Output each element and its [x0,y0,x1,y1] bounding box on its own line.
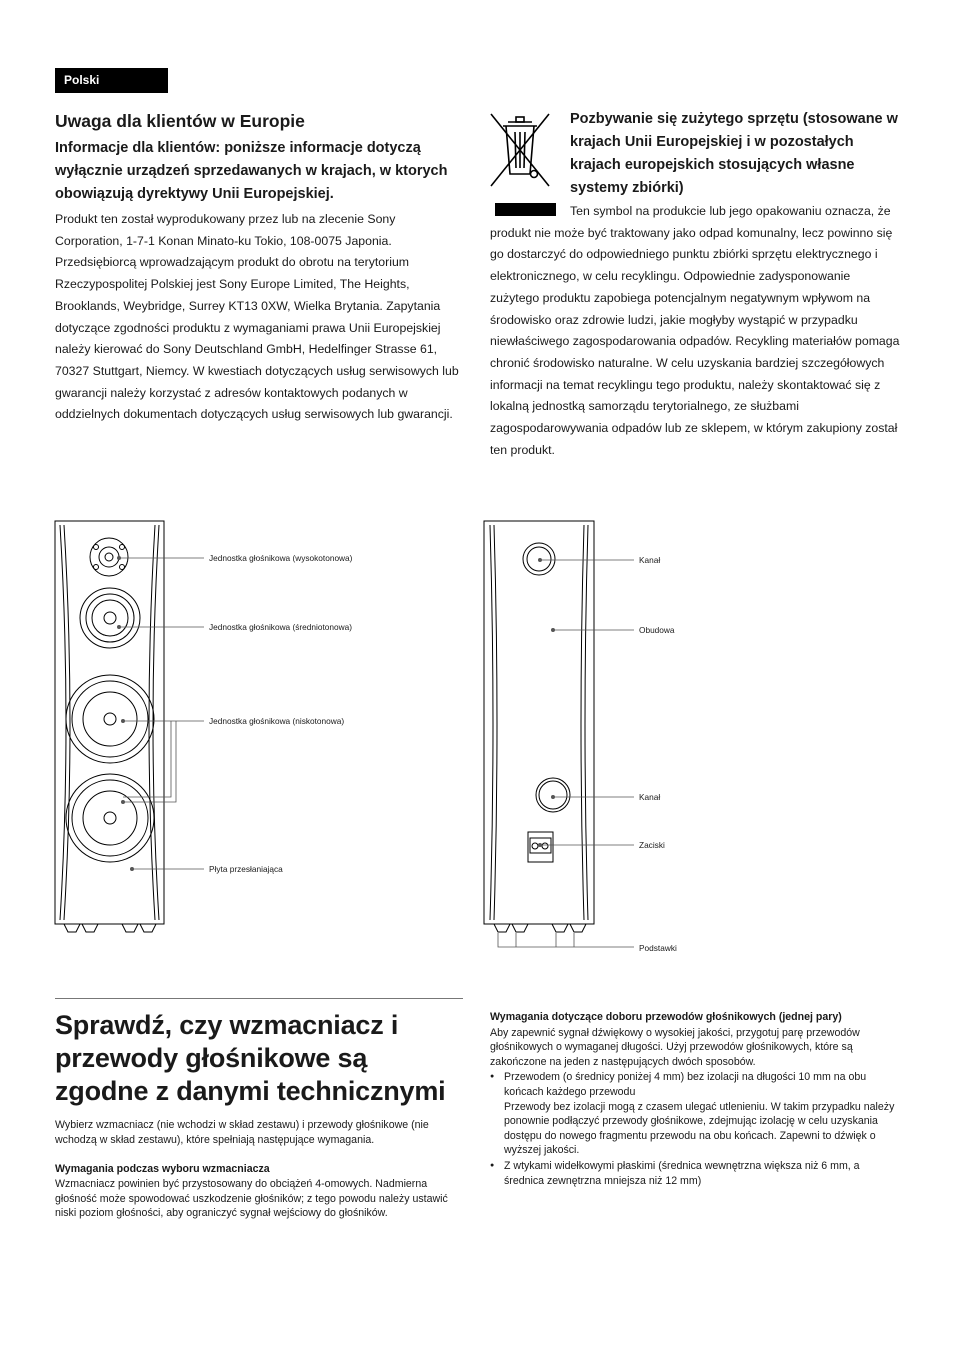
label-port-lower: Kanał [639,792,661,802]
label-feet: Podstawki [639,943,677,953]
label-woofer: Jednostka głośnikowa (niskotonowa) [209,716,345,726]
bullet2-text: ● Z wtykami widełkowymi płaskimi (średnica wewnętrzna większa niż 6 mm, a średnica zewnętrzna mniejsza niż 12 mm) [504,1159,860,1187]
bullet1-text: ● Przewodem (o średnicy poniżej 4 mm) bez izolacji na długości 10 mm na obu końcach każdego przewodu [504,1071,867,1098]
eu-notice-title: Uwaga dla klientów w Europie [55,111,305,131]
cable-section [490,1010,900,1188]
eu-notice-section [55,110,465,426]
amp-body: Wzmacniacz powinien być przystosowany do obciążeń 4-omowych. Nadmierna głośność może spowodować uszkodzenie głośników; z tego powodu należy ustawić niski poziom głośności, aby ograniczyć sygnał wejściowy do głośników. [55,1178,448,1220]
disposal-body: Ten symbol na produkcie lub jego opakowaniu oznacza, że produkt nie może być traktowany jako odpad komunalny, lecz powinno się go dostarczyć do odpowiedniego punktu zbiórki sprzętu elektrycznego i elektronicznego, w celu recyklingu. Odpowiednie zadysponowanie zużytego produktu zapobiega potencjalnym negatywnym wpływom na środowisko oraz zdrowie ludzi, jakie mogłyby wystąpić w przypadku niewłaściwego zagospodarowania odpadów. Recykling materiałów pomaga chronić środowisko naturalne. W celu uzyskania bardziej szczegółowych informacji na temat recyklingu tego produktu, należy skontaktować się z lokalną jednostką samorządu terytorialnego, ze służbami zagospodarowywania odpadów lub ze sklepem, w którym zakupiony został ten produkt. [490,204,900,457]
check-intro: Wybierz wzmacniacz (nie wchodzi w skład zestawu) i przewody głośnikowe (nie wchodzą w skład zestawu), które spełniają następujące wymagania. [55,1119,429,1146]
cable-options-list [490,1070,900,1188]
speaker-back-diagram [480,515,660,960]
list-item [490,1070,900,1158]
list-item [490,1159,900,1188]
eu-notice-body: Produkt ten został wyprodukowany przez lub na zlecenie Sony Corporation, 1-7-1 Konan Minato-ku Tokio, 108-0075 Japonia. Przedsiębiorcą wprowadzającym produkt do obrotu na terytorium Rzeczypospolitej Polskiej jest Sony Europe Limited, The Heights, Brooklands, Weybridge, Surrey KT13 0XW, Wielka Brytania. Zapytania dotyczące zgodności produktu z wymaganiami prawa Unii Europejskiej należy kierować do Sony Deutschland GmbH, Hedelfinger Strasse 61, 70327 Stuttgart, Niemcy. W kwestiach dotyczących usług serwisowych lub gwarancji należy korzystać z adresów kontaktowych podanych w oddzielnych dokumentach dotyczących usług serwisowych lub gwarancji. [55,212,459,422]
cable-heading: Wymagania dotyczące doboru przewodów głośnikowych (jednej pary) [490,1011,842,1023]
language-tab: Polski [55,68,168,93]
woofer-lower [66,774,154,862]
speaker-front-diagram [50,515,470,940]
check-title: Sprawdź, czy wzmacniacz i przewody głośnikowe są zgodne z danymi technicznymi [55,1010,446,1106]
cable-body: Aby zapewnić sygnał dźwiękowy o wysokiej jakości, przygotuj parę przewodów głośnikowych o wymaganej długości. Użyj przewodów głośnikowych, które są zakończone na jeden z następujących dwóch sposobów. [490,1026,860,1068]
disposal-title: Pozbywanie się zużytego sprzętu (stosowane w krajach Unii Europejskiej i w pozostałych krajach europejskich stosujących własne systemy zbiórki) [570,111,898,196]
section-divider [55,998,463,999]
bullet1-note: Przewody bez izolacji mogą z czasem ulegać utlenieniu. W takim przypadku należy ponownie podłączyć przewody głośnikowe, zdejmując izolację w celu uzyskania dostępu do nowego fragmentu przewodu na obu końcach. Zapewni to dźwięk o wyższej jakości. [504,1100,895,1157]
label-enclosure: Obudowa [639,625,675,635]
crossed-out-bin-icon [488,110,554,192]
back-cabinet-outline [484,521,594,924]
label-terminals: Zaciski [639,840,665,850]
label-tweeter: Jednostka głośnikowa (wysokotonowa) [209,553,353,563]
label-port-upper: Kanał [639,555,661,565]
midrange-driver [80,588,140,648]
amp-heading: Wymagania podczas wyboru wzmacniacza [55,1163,270,1175]
label-baffle: Płyta przesłaniająca [209,864,283,874]
woofer-upper [66,675,154,763]
label-midrange: Jednostka głośnikowa (średniotonowa) [209,622,352,632]
eu-notice-subtitle: Informacje dla klientów: poniższe informacje dotyczą wyłącznie urządzeń sprzedawanych w krajach, w ktorych obowiązują dyrektywy Unii Europejskiej. [55,140,448,202]
tweeter [90,538,128,576]
